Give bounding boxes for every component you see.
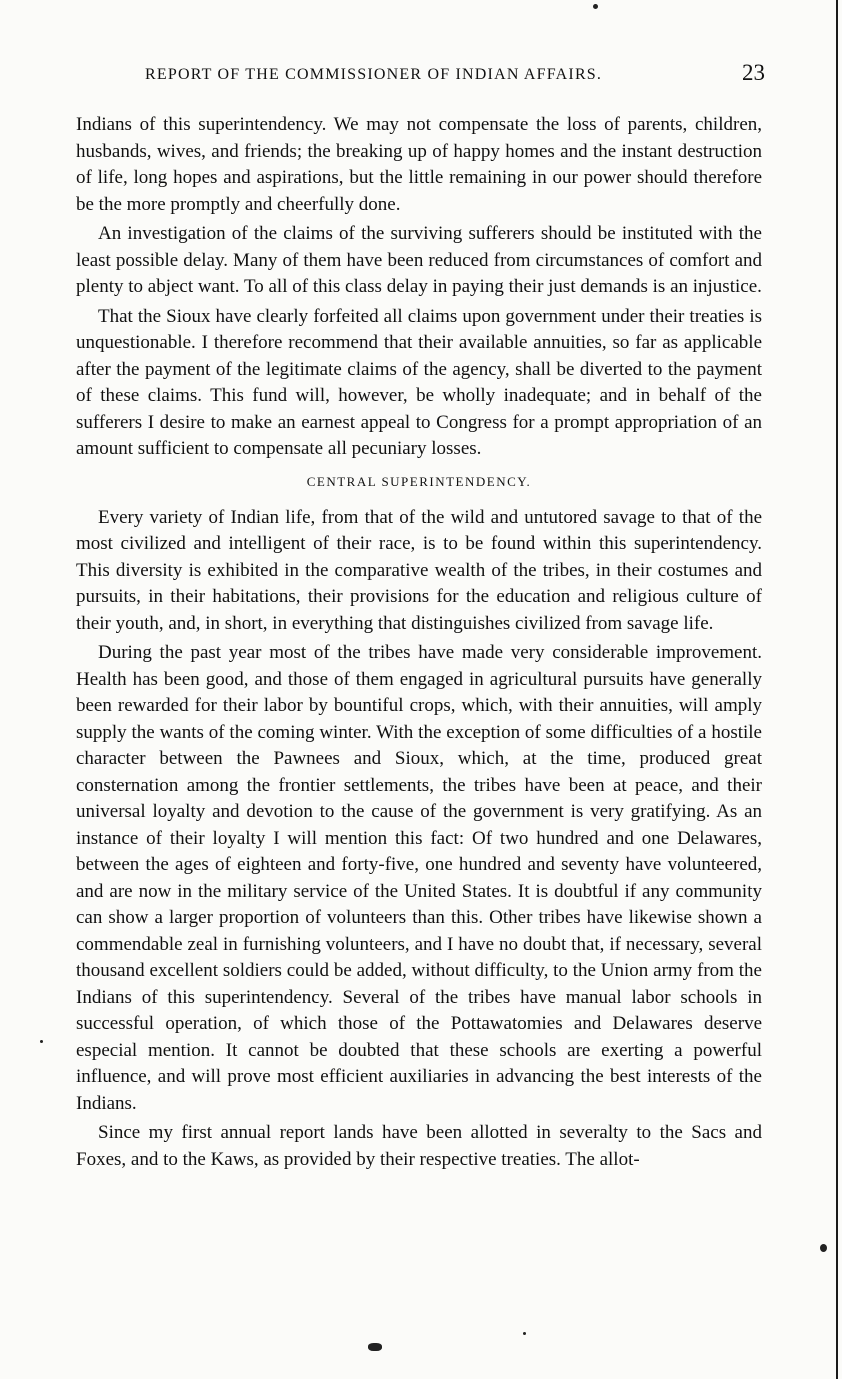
paragraph-4: Every variety of Indian life, from that of the wild and untutored savage to that of the most civilized and intelligent of their race, is to be found within this superintendency. This diversity is exhibited in the comparative wealth of the tribes, in their costumes and pursuits, in their habitations, their provisions for the education and religious culture of their youth, and, in short, in everything that distinguishes civilized from savage life. — [76, 506, 762, 634]
scan-speck — [40, 1040, 43, 1043]
paragraph-2: An investigation of the claims of the surviving sufferers should be instituted with the least possible delay. Many of them have been reduced from circumstances of comfort and plenty to abject want. To all of this class delay in paying their just demands is an injustice. — [76, 223, 762, 297]
scan-speck — [523, 1332, 526, 1335]
running-head: REPORT OF THE COMMISSIONER OF INDIAN AFFAIRS. — [145, 66, 603, 83]
paragraph-1: Indians of this superintendency. We may not compensate the loss of parents, children, husbands, wives, and friends; the breaking up of happy homes and the instant destruction of life, long hopes and aspirations, but the little remaining in our power should therefore be the more promptly and cheerfully done. — [76, 114, 762, 215]
paragraph-6: Since my first annual report lands have been allotted in severalty to the Sacs and Foxes, and to the Kaws, as provided by their respective treaties. The allot- — [76, 1122, 762, 1170]
paragraph-3: That the Sioux have clearly forfeited all claims upon government under their treaties is unquestionable. I therefore recommend that their available annuities, so far as applicable after the payment of the legitimate claims of the agency, shall be diverted to the payment of these claims. This fund will, however, be wholly inadequate; and in behalf of the sufferers I desire to make an earnest appeal to Congress for a prompt appropriation of an amount sufficient to compensate all pecuniary losses. — [76, 305, 762, 459]
scan-speck — [368, 1343, 382, 1351]
scan-speck — [820, 1244, 827, 1252]
paragraph-5: During the past year most of the tribes have made very considerable improvement. Health has been good, and those of them engaged in agricultural pursuits have generally been rewarded for their labor by bountiful crops, which, with their annuities, will amply supply the wants of the coming winter. With the exception of some difficulties of a hostile character between the Pawnees and Sioux, which, at the time, produced great consternation among the frontier settlements, the tribes have been at peace, and their universal loyalty and devotion to the cause of the government is very gratifying. As an instance of their loyalty I will mention this fact: Of two hundred and one Delawares, between the ages of eighteen and forty-five, one hundred and seventy have volunteered, and are now in the military service of the United States. It is doubtful if any community can show a larger proportion of volunteers than this. Other tribes have likewise shown a commendable zeal in furnishing volunteers, and I have no doubt that, if necessary, several thousand excellent soldiers could be added, without difficulty, to the Union army from the Indians of this superintendency. Several of the tribes have manual labor schools in successful operation, of which those of the Pottawatomies and Delawares deserve especial mention. It cannot be doubted that these schools are exerting a powerful influence, and will prove most efficient auxiliaries in advancing the best interests of the Indians. — [76, 642, 762, 1114]
page-edge-line — [836, 0, 838, 1379]
section-heading: CENTRAL SUPERINTENDENCY. — [306, 473, 532, 489]
page-number: 23 — [742, 60, 765, 85]
page-header — [145, 60, 765, 90]
body-text — [76, 112, 762, 1176]
scan-speck — [593, 4, 598, 9]
